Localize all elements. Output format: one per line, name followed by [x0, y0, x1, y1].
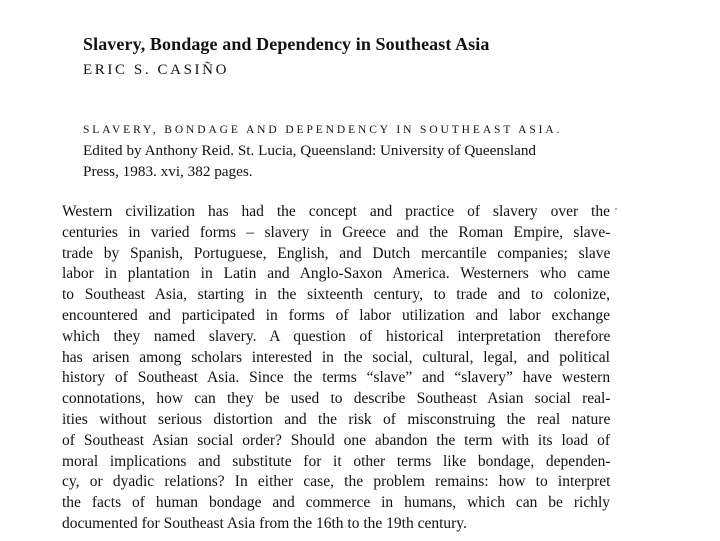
- citation-line: Edited by Anthony Reid. St. Lucia, Queensland: University of Queensland: [83, 142, 537, 159]
- body-line: centuries in varied forms – slavery in Greece and the Roman Empire, slave-: [62, 223, 611, 241]
- body-line: trade by Spanish, Portuguese, English, and Dutch mercantile companies; slave: [62, 244, 611, 262]
- body-line: documented for Southeast Asia from the 16th to the 19th century.: [62, 514, 467, 532]
- body-line: history of Southeast Asia. Since the terms “slave” and “slavery” have western: [62, 369, 611, 387]
- body-line: to Southeast Asia, starting in the sixteenth century, to trade and to colonize,: [62, 286, 610, 304]
- article-author: ERIC S. CASIÑO: [83, 62, 229, 78]
- citation-line: Press, 1983. xvi, 382 pages.: [83, 163, 253, 180]
- body-paragraph: [62, 202, 610, 535]
- scan-speck: [615, 208, 617, 210]
- body-line: connotations, how can they be used to describe Southeast Asian social real-: [62, 390, 611, 408]
- body-line: which they named slavery. A question of historical interpretation therefore: [62, 327, 611, 345]
- body-line: encountered and participated in forms of labor utilization and labor exchange: [62, 306, 610, 324]
- book-citation-block: [83, 120, 628, 182]
- article-title: Slavery, Bondage and Dependency in Southeast Asia: [83, 34, 490, 54]
- body-line: the facts of human bondage and commerce in humans, which can be richly: [62, 494, 610, 512]
- reviewed-book-title: SLAVERY, BONDAGE AND DEPENDENCY IN SOUTHEAST ASIA.: [83, 124, 563, 136]
- body-line: ities without serious distortion and the risk of misconstruing the real nature: [62, 410, 611, 428]
- body-line: has arisen among scholars interested in the social, cultural, legal, and political: [62, 348, 610, 366]
- body-line: cy, or dyadic relations? In either case, the problem remains: how to interpret: [62, 473, 611, 491]
- body-line: labor in plantation in Latin and Anglo-Saxon America. Westerners who came: [62, 265, 610, 283]
- book-citation: [83, 140, 628, 182]
- body-line: Western civilization has had the concept and practice of slavery over the: [62, 203, 610, 220]
- body-line: moral implications and substitute for it other terms like bondage, dependen-: [62, 452, 611, 470]
- body-line: of Southeast Asian social order? Should one abandon the term with its load of: [62, 431, 610, 449]
